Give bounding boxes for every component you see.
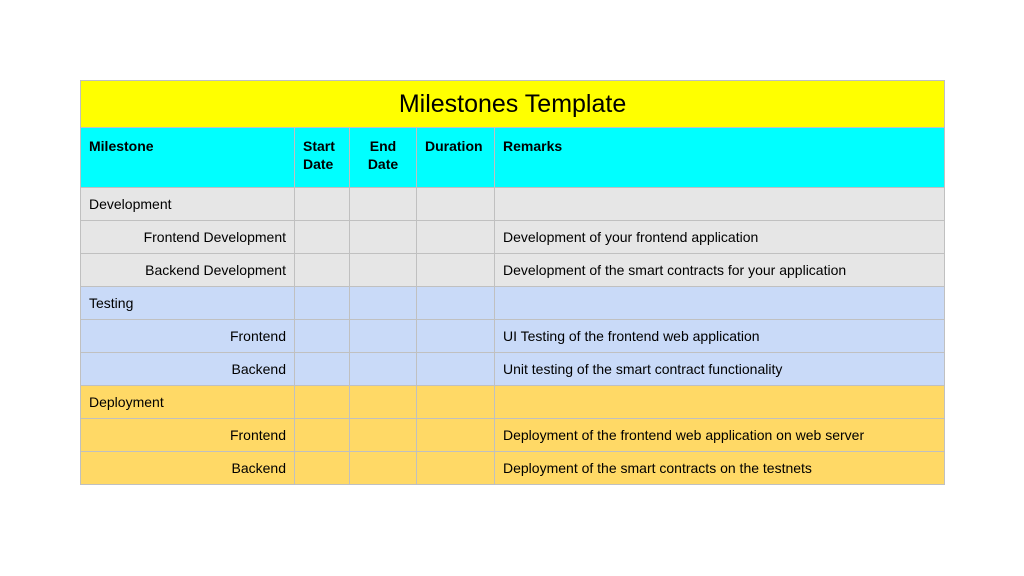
start-date-cell[interactable]	[295, 254, 350, 287]
start-date-cell[interactable]	[295, 386, 350, 419]
end-date-cell[interactable]	[350, 386, 417, 419]
remarks-cell[interactable]: Development of the smart contracts for your application	[495, 254, 945, 287]
end-date-cell[interactable]	[350, 452, 417, 485]
milestone-name[interactable]: Frontend Development	[81, 221, 295, 254]
start-date-cell[interactable]	[295, 188, 350, 221]
end-date-cell[interactable]	[350, 419, 417, 452]
remarks-cell[interactable]: Deployment of the smart contracts on the testnets	[495, 452, 945, 485]
start-date-cell[interactable]	[295, 320, 350, 353]
header-row	[81, 128, 945, 188]
remarks-cell[interactable]: UI Testing of the frontend web application	[495, 320, 945, 353]
start-date-cell[interactable]	[295, 287, 350, 320]
remarks-cell[interactable]	[495, 386, 945, 419]
remarks-cell[interactable]: Development of your frontend application	[495, 221, 945, 254]
start-date-cell[interactable]	[295, 419, 350, 452]
milestone-name[interactable]: Backend Development	[81, 254, 295, 287]
header-end-date: End Date	[350, 128, 417, 188]
duration-cell[interactable]	[417, 320, 495, 353]
section-row-testing	[81, 287, 945, 320]
section-name[interactable]: Testing	[81, 287, 295, 320]
remarks-cell[interactable]: Unit testing of the smart contract functionality	[495, 353, 945, 386]
remarks-cell[interactable]	[495, 188, 945, 221]
table-row	[81, 353, 945, 386]
remarks-cell[interactable]: Deployment of the frontend web application on web server	[495, 419, 945, 452]
milestone-name[interactable]: Frontend	[81, 320, 295, 353]
title-row	[81, 81, 945, 128]
table-row	[81, 452, 945, 485]
duration-cell[interactable]	[417, 353, 495, 386]
milestones-table	[80, 80, 945, 485]
duration-cell[interactable]	[417, 287, 495, 320]
remarks-cell[interactable]	[495, 287, 945, 320]
section-row-development	[81, 188, 945, 221]
section-name[interactable]: Development	[81, 188, 295, 221]
start-date-cell[interactable]	[295, 353, 350, 386]
start-date-cell[interactable]	[295, 221, 350, 254]
duration-cell[interactable]	[417, 254, 495, 287]
section-name[interactable]: Deployment	[81, 386, 295, 419]
duration-cell[interactable]	[417, 386, 495, 419]
end-date-cell[interactable]	[350, 353, 417, 386]
end-date-cell[interactable]	[350, 254, 417, 287]
table-row	[81, 320, 945, 353]
duration-cell[interactable]	[417, 419, 495, 452]
start-date-cell[interactable]	[295, 452, 350, 485]
header-milestone: Milestone	[81, 128, 295, 188]
table-title: Milestones Template	[81, 81, 945, 128]
end-date-cell[interactable]	[350, 188, 417, 221]
table-row	[81, 419, 945, 452]
milestone-name[interactable]: Backend	[81, 452, 295, 485]
header-start-date: Start Date	[295, 128, 350, 188]
duration-cell[interactable]	[417, 221, 495, 254]
table-row	[81, 221, 945, 254]
milestone-name[interactable]: Backend	[81, 353, 295, 386]
section-row-deployment	[81, 386, 945, 419]
end-date-cell[interactable]	[350, 287, 417, 320]
end-date-cell[interactable]	[350, 221, 417, 254]
milestone-name[interactable]: Frontend	[81, 419, 295, 452]
table-row	[81, 254, 945, 287]
duration-cell[interactable]	[417, 452, 495, 485]
end-date-cell[interactable]	[350, 320, 417, 353]
header-remarks: Remarks	[495, 128, 945, 188]
header-duration: Duration	[417, 128, 495, 188]
duration-cell[interactable]	[417, 188, 495, 221]
